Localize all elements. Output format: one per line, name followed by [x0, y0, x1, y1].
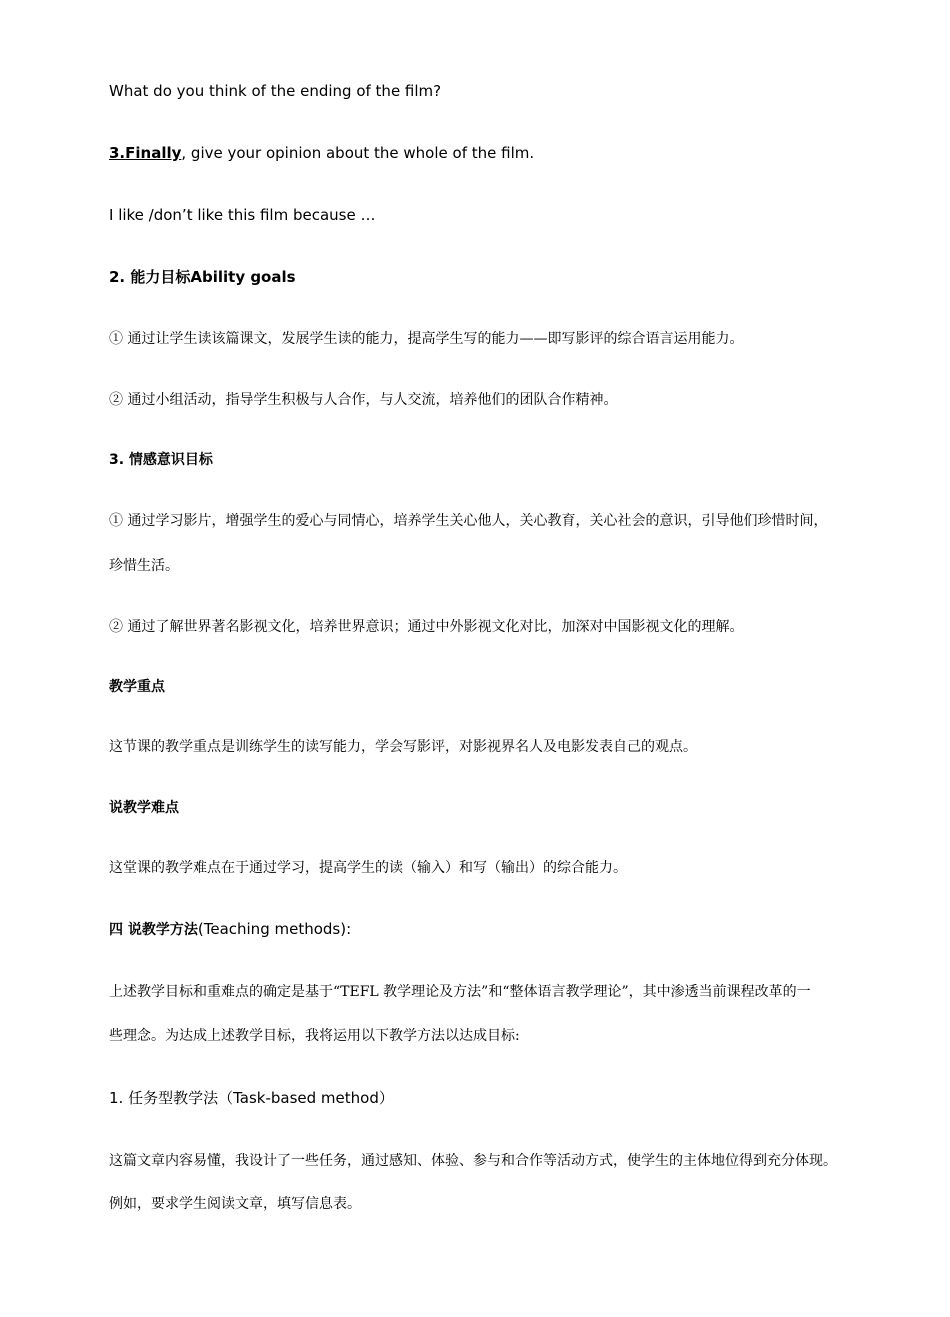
ability-item-1: ① 通过让学生读该篇课文，发展学生读的能力，提高学生写的能力——即写影评的综合语言运用能力。 — [109, 331, 744, 347]
methods-heading — [109, 919, 351, 940]
method-1-title: 任务型教学法（Task-based method） — [128, 1089, 394, 1107]
emotion-item-1-line-1: ① 通过学习影片，增强学生的爱心与同情心，培养学生关心他人，关心教育，关心社会的意识，引导他们珍惜时间， — [109, 513, 828, 529]
methods-intro-line-1: 上述教学目标和重难点的确定是基于“TEFL 教学理论及方法”和“整体语言教学理论”，其中渗透当前课程改革的一 — [109, 984, 811, 1000]
question-ending: What do you think of the ending of the film? — [109, 82, 442, 100]
ability-item-2: ② 通过小组活动，指导学生积极与人合作，与人交流，培养他们的团队合作精神。 — [109, 392, 618, 408]
difficulty-text: 这堂课的教学难点在于通过学习，提高学生的读（输入）和写（输出）的综合能力。 — [109, 860, 627, 876]
methods-heading-cn: 四 说教学方法 — [109, 922, 198, 938]
finally-line — [109, 143, 534, 163]
methods-intro-line-2: 些理念。为达成上述教学目标，我将运用以下教学方法以达成目标: — [109, 1028, 520, 1044]
method-1-text-line-2: 例如，要求学生阅读文章，填写信息表。 — [109, 1196, 361, 1212]
finally-text: , give your opinion about the whole of the film. — [181, 144, 535, 162]
ability-heading-num: 2. — [109, 268, 131, 286]
methods-heading-en: (Teaching methods): — [197, 920, 352, 938]
difficulty-heading: 说教学难点 — [109, 800, 179, 816]
like-line: I like /don’t like this film because … — [109, 206, 376, 224]
ability-heading — [109, 267, 296, 287]
ability-heading-cn: 能力目标 — [130, 268, 191, 286]
focus-heading: 教学重点 — [109, 679, 165, 695]
method-1-number: 1. — [109, 1089, 129, 1107]
method-1-title-line — [109, 1088, 394, 1108]
focus-text: 这节课的教学重点是训练学生的读写能力，学会写影评，对影视界名人及电影发表自己的观点。 — [109, 739, 697, 755]
emotion-heading: 3. 情感意识目标 — [109, 452, 213, 468]
ability-heading-en: Ability goals — [190, 268, 296, 286]
method-1-text-line-1: 这篇文章内容易懂，我设计了一些任务，通过感知、体验、参与和合作等活动方式，使学生的主体地位得到充分体现。 — [109, 1153, 837, 1169]
emotion-item-1-line-2: 珍惜生活。 — [109, 558, 179, 574]
emotion-item-2: ② 通过了解世界著名影视文化，培养世界意识；通过中外影视文化对比，加深对中国影视文化的理解。 — [109, 619, 744, 635]
finally-label: 3.Finally — [109, 144, 182, 162]
